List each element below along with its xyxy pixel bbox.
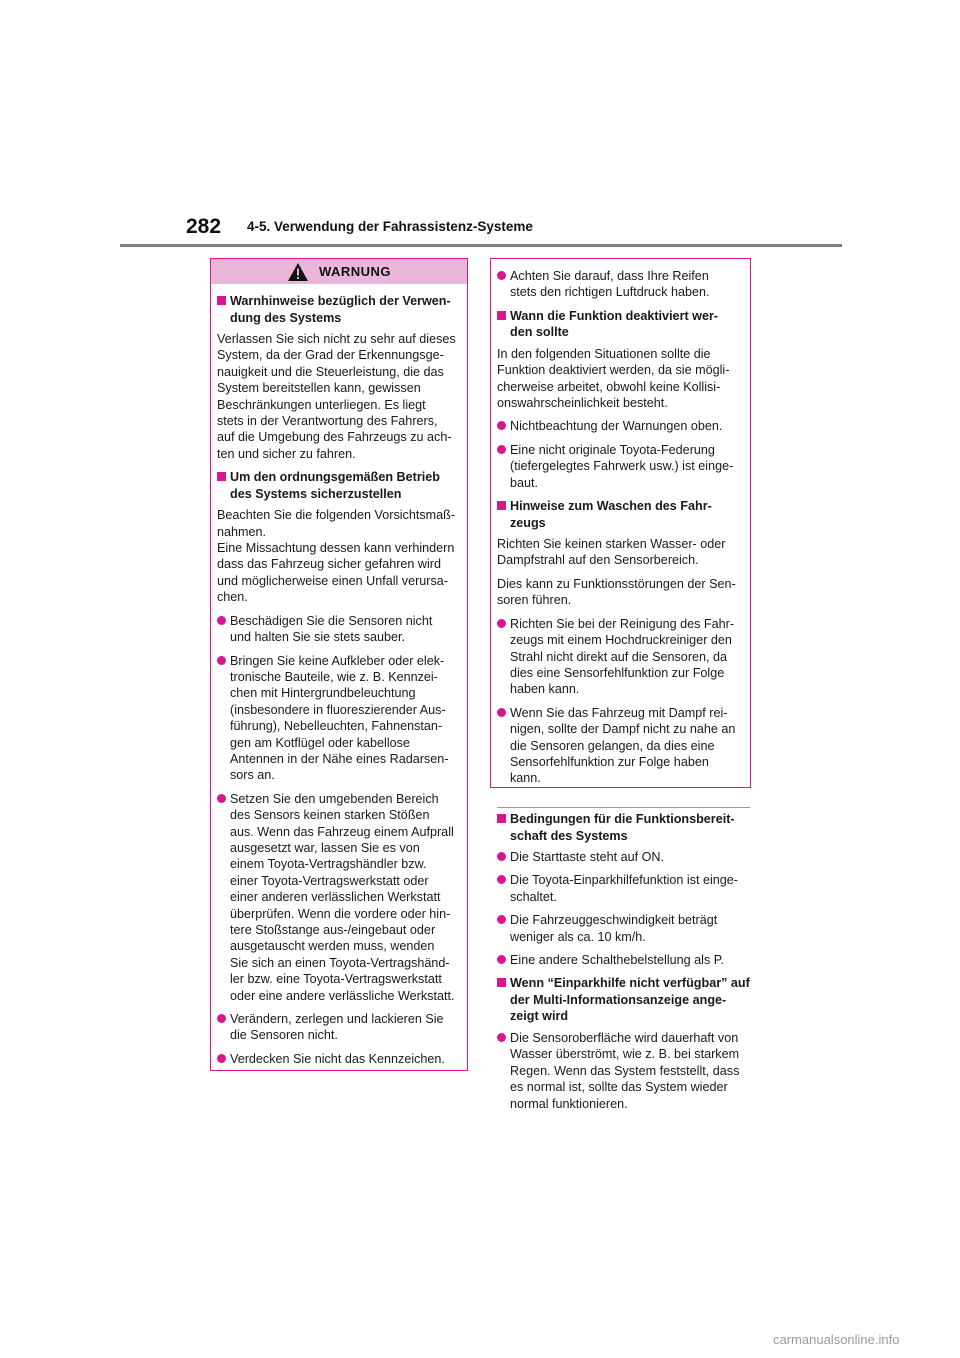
text-line: Antennen in der Nähe eines Radarsen- <box>230 751 449 766</box>
bullet-item <box>497 912 753 945</box>
header-divider <box>120 244 842 247</box>
paragraph <box>217 331 461 462</box>
watermark: carmanualsonline.info <box>773 1332 900 1347</box>
bullet-item <box>497 1030 753 1112</box>
text-line: ler bzw. eine Toyota-Vertragswerkstatt <box>230 972 442 987</box>
warning-box-right <box>490 258 751 788</box>
text-line: Wenn Sie das Fahrzeug mit Dampf rei- <box>510 705 728 720</box>
text-line: Beschränkungen unterliegen. Es liegt <box>217 397 426 412</box>
text-line: einer anderen verlässlichen Werkstatt <box>230 890 441 905</box>
section-heading <box>497 498 744 531</box>
text-line: Richten Sie bei der Reinigung des Fahr- <box>510 616 735 631</box>
text-line: der Multi-Informationsanzeige ange- <box>510 992 727 1007</box>
text-line: dass das Fahrzeug sicher gefahren wird <box>217 557 442 572</box>
text-line: oder eine andere verlässliche Werkstatt. <box>230 988 455 1003</box>
text-line: baut. <box>510 475 539 490</box>
text-line: haben kann. <box>510 682 580 697</box>
text-line: des Sensors keinen starken Stößen <box>230 808 430 823</box>
bullet-item <box>497 442 744 491</box>
text-line: ten und sicher zu fahren. <box>217 446 356 461</box>
text-line: aus. Wenn das Fahrzeug einem Aufprall <box>230 824 454 839</box>
warning-title: WARNUNG <box>318 264 392 279</box>
text-line: Bringen Sie keine Aufkleber oder elek- <box>230 653 445 668</box>
text-line: (tiefergelegtes Fahrwerk usw.) ist einge- <box>510 459 734 474</box>
text-line: überprüfen. Wenn die vordere oder hin- <box>230 906 451 921</box>
text-line: Regen. Wenn das System feststellt, dass <box>510 1063 740 1078</box>
paragraph <box>497 536 744 569</box>
text-line: onswahrscheinlichkeit besteht. <box>497 396 668 411</box>
text-line: Bedingungen für die Funktionsbereit- <box>510 812 735 826</box>
text-line: und halten Sie sie stets sauber. <box>230 630 406 645</box>
text-line: nahmen. <box>217 524 267 539</box>
text-line: soren führen. <box>497 593 572 608</box>
warning-header <box>211 259 467 284</box>
text-line: zeugs mit einem Hochdruckreiniger den <box>510 633 732 648</box>
text-line: normal funktionieren. <box>510 1096 628 1111</box>
text-line: Eine Missachtung dessen kann verhindern <box>217 541 455 556</box>
text-line: System, da der Grad der Erkennungsge- <box>217 348 444 363</box>
text-line: In den folgenden Situationen sollte die <box>497 346 711 361</box>
text-line: nauigkeit und die Steuerleistung, die das <box>217 364 444 379</box>
bullet-item <box>497 268 744 301</box>
text-line: (insbesondere in fluoreszierender Aus- <box>230 702 446 717</box>
text-line: kann. <box>510 771 541 786</box>
text-line: tronische Bauteile, wie z. B. Kennzei- <box>230 669 438 684</box>
text-line: sors an. <box>230 768 275 783</box>
bullet-item <box>497 849 753 865</box>
text-line: weniger als ca. 10 km/h. <box>510 929 646 944</box>
text-line: dung des Systems <box>230 310 342 325</box>
paragraph <box>497 346 744 412</box>
chapter-title: 4-5. Verwendung der Fahrassistenz-Systeme <box>247 219 533 234</box>
text-line: tere Stoßstange aus-/eingebaut oder <box>230 923 436 937</box>
text-line: zeugs <box>510 515 546 530</box>
text-line: Setzen Sie den umgebenden Bereich <box>230 791 439 806</box>
text-line: Eine andere Schalthebelstellung als P. <box>510 953 725 968</box>
text-line: Wasser überströmt, wie z. B. bei starkem <box>510 1047 740 1062</box>
text-line: Die Toyota-Einparkhilfefunktion ist einge- <box>510 873 738 888</box>
text-line: Die Fahrzeuggeschwindigkeit beträgt <box>510 913 718 928</box>
bullet-item <box>217 1011 461 1044</box>
text-line: Dies kann zu Funktionsstörungen der Sen- <box>497 576 736 591</box>
text-line: einer Toyota-Vertragswerkstatt oder <box>230 873 429 888</box>
section-heading <box>217 469 461 502</box>
text-line: Die Starttaste steht auf ON. <box>510 850 664 864</box>
warning-content-left <box>211 284 467 1067</box>
text-line: chen. <box>217 590 248 605</box>
text-line: gen am Kotflügel oder kabellose <box>230 735 410 750</box>
warning-box-left <box>210 258 468 1071</box>
text-line: einem Toyota-Vertragshändler bzw. <box>230 857 427 872</box>
bullet-item <box>217 613 461 646</box>
bullet-item <box>497 872 753 905</box>
bullet-item <box>217 653 461 784</box>
text-line: führung), Nebelleuchten, Fahnenstan- <box>230 719 443 734</box>
text-line: Beschädigen Sie die Sensoren nicht <box>230 613 433 628</box>
bullet-item <box>497 705 744 787</box>
text-line: Strahl nicht direkt auf die Sensoren, da <box>510 649 728 664</box>
text-line: Wenn “Einparkhilfe nicht verfügbar” auf <box>510 976 750 991</box>
text-line: chen mit Hintergrundbeleuchtung <box>230 686 416 701</box>
text-line: Verändern, zerlegen und lackieren Sie <box>230 1012 444 1027</box>
paragraph <box>217 507 461 605</box>
text-line: Die Sensoroberfläche wird dauerhaft von <box>510 1030 739 1045</box>
text-line: Warnhinweise bezüglich der Verwen- <box>230 294 451 308</box>
text-line: Verdecken Sie nicht das Kennzeichen. <box>230 1051 445 1066</box>
page-number: 282 <box>186 215 222 238</box>
warning-triangle-icon <box>287 262 309 282</box>
section-divider <box>497 807 750 808</box>
text-line: Beachten Sie die folgenden Vorsichtsmaß- <box>217 508 456 523</box>
paragraph <box>497 576 744 609</box>
text-line: ausgetauscht werden muss, wenden <box>230 939 435 954</box>
text-line: Sie sich an einen Toyota-Vertragshänd- <box>230 955 450 970</box>
text-line: stets in der Verantwortung des Fahrers, <box>217 414 438 429</box>
text-line: die Sensoren gelangen, da dies eine <box>510 738 715 753</box>
text-line: auf die Umgebung des Fahrzeugs zu ach- <box>217 430 452 445</box>
text-line: cherweise arbeitet, obwohl keine Kollisi- <box>497 379 721 394</box>
text-line: Dampfstrahl auf den Sensorbereich. <box>497 553 699 568</box>
bullet-item <box>497 952 753 968</box>
section-heading <box>497 975 753 1025</box>
text-line: des Systems sicherzustellen <box>230 486 402 501</box>
bullet-item <box>217 1051 461 1067</box>
text-line: den sollte <box>510 325 569 340</box>
text-line: stets den richtigen Luftdruck haben. <box>510 285 710 300</box>
text-line: Hinweise zum Waschen des Fahr- <box>510 499 712 514</box>
text-line: die Sensoren nicht. <box>230 1028 338 1043</box>
text-line: Achten Sie darauf, dass Ihre Reifen <box>510 269 709 283</box>
text-line: es normal ist, sollte das System wieder <box>510 1080 728 1095</box>
section-heading <box>217 293 461 326</box>
text-line: nigen, sollte der Dampf nicht zu nahe an <box>510 722 736 737</box>
text-line: Eine nicht originale Toyota-Federung <box>510 442 715 457</box>
section-heading <box>497 308 744 341</box>
text-line: Funktion deaktiviert werden, da sie mögli- <box>497 363 730 378</box>
text-line: Wann die Funktion deaktiviert wer- <box>510 308 719 323</box>
bullet-item <box>497 616 744 698</box>
section-heading <box>497 811 753 844</box>
body-content-right <box>497 811 753 1119</box>
text-line: Nichtbeachtung der Warnungen oben. <box>510 419 723 434</box>
text-line: Sensorfehlfunktion zur Folge haben <box>510 754 709 769</box>
text-line: ausgesetzt war, lassen Sie es von <box>230 840 420 855</box>
bullet-item <box>497 418 744 434</box>
text-line: zeigt wird <box>510 1009 569 1024</box>
text-line: Verlassen Sie sich nicht zu sehr auf dieses <box>217 332 456 346</box>
text-line: und möglicherweise einen Unfall verursa- <box>217 573 448 588</box>
text-line: Richten Sie keinen starken Wasser- oder <box>497 537 726 552</box>
text-line: System bereitstellen kann, gewissen <box>217 381 421 396</box>
text-line: Um den ordnungsgemäßen Betrieb <box>230 470 440 485</box>
text-line: schaft des Systems <box>510 828 628 843</box>
bullet-item <box>217 791 461 1004</box>
text-line: dies eine Sensorfehlfunktion zur Folge <box>510 665 725 680</box>
text-line: schaltet. <box>510 889 557 904</box>
warning-content-right <box>491 259 750 787</box>
